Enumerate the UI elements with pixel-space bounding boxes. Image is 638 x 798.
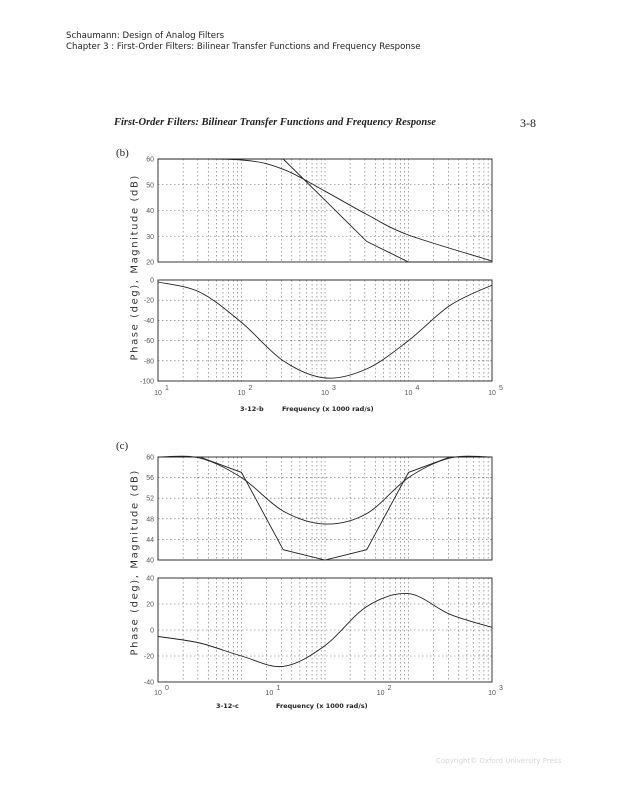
b-magnitude-asymptote-line [158, 159, 492, 262]
b-phase-y-tick-label: -80 [143, 358, 154, 366]
b-phase-y-tick-label: 0 [150, 277, 154, 285]
page-title: First-Order Filters: Bilinear Transfer Functions and Frequency Response [114, 117, 436, 128]
c-phase-y-tick-label: 40 [146, 575, 154, 583]
x-tick-exponent: 1 [165, 385, 169, 392]
b-magnitude-response-curve [158, 159, 492, 261]
x-tick-exponent: 3 [499, 685, 503, 692]
b-phase-y-tick-label: -40 [143, 317, 154, 325]
x-tick-exponent: 3 [332, 385, 336, 392]
c-phase-y-tick-label: 20 [146, 601, 154, 609]
b-magnitude-y-tick-label: 50 [146, 182, 154, 190]
x-tick-exponent: 5 [499, 385, 503, 392]
x-tick-exponent: 1 [276, 685, 281, 692]
figure-c-ylabel: Phase (deg), Magnitude (dB) [129, 469, 141, 656]
c-magnitude-y-tick-label: 52 [146, 495, 154, 503]
b-magnitude-y-tick-label: 20 [146, 259, 154, 267]
c-magnitude-y-tick-label: 60 [146, 454, 154, 462]
x-tick-exponent: 2 [248, 385, 253, 392]
b-magnitude-y-tick-label: 30 [146, 233, 154, 241]
b-magnitude-frame [158, 159, 492, 262]
page-number: 3-8 [520, 116, 536, 130]
b-phase-y-tick-label: -60 [143, 338, 154, 346]
c-magnitude-y-tick-label: 56 [146, 475, 154, 483]
b-phase-frame [158, 280, 492, 381]
b-magnitude-y-tick-label: 40 [146, 208, 154, 215]
figure-b-ylabel: Phase (deg), Magnitude (dB) [129, 174, 141, 361]
x-tick-label: 10 [488, 690, 496, 697]
x-tick-label: 10 [154, 390, 162, 397]
x-tick-label: 10 [265, 690, 274, 697]
c-phase-y-tick-label: -20 [143, 653, 154, 661]
header-line-1: Schaumann: Design of Analog Filters [66, 31, 225, 41]
c-magnitude-y-tick-label: 40 [146, 557, 154, 565]
x-tick-exponent: 4 [415, 385, 420, 392]
figure-b-caption: 3-12-b [240, 405, 264, 413]
c-magnitude-y-tick-label: 44 [146, 536, 154, 544]
b-phase-y-tick-label: -20 [143, 297, 154, 305]
x-tick-label: 10 [488, 390, 496, 397]
figure-c-xlabel: Frequency (x 1000 rad/s) [276, 702, 368, 710]
figure-c-caption: 3-12-c [216, 702, 239, 710]
x-tick-label: 10 [154, 690, 162, 697]
c-magnitude-y-tick-label: 48 [146, 516, 154, 524]
x-tick-label: 10 [321, 390, 329, 397]
c-phase-y-tick-label: -40 [143, 679, 154, 687]
c-phase-y-tick-label: 0 [150, 627, 154, 635]
b-phase-y-tick-label: -100 [139, 378, 154, 386]
figure-c-label: (c) [116, 440, 129, 452]
figure-b-xlabel: Frequency (x 1000 rad/s) [282, 405, 374, 413]
b-magnitude-y-tick-label: 60 [146, 156, 154, 164]
watermark: Copyright© Oxford University Press [436, 757, 562, 765]
x-tick-label: 10 [404, 390, 413, 397]
c-magnitude-frame [158, 457, 492, 560]
x-tick-label: 10 [376, 690, 385, 697]
x-tick-exponent: 2 [387, 685, 392, 692]
x-tick-exponent: 0 [165, 685, 169, 692]
x-tick-label: 10 [237, 390, 246, 397]
c-magnitude-asymptote-line [158, 457, 492, 560]
figure-b-label: (b) [116, 147, 129, 159]
header-line-2: Chapter 3 : First-Order Filters: Bilinear Transfer Functions and Frequency Response [66, 42, 421, 52]
